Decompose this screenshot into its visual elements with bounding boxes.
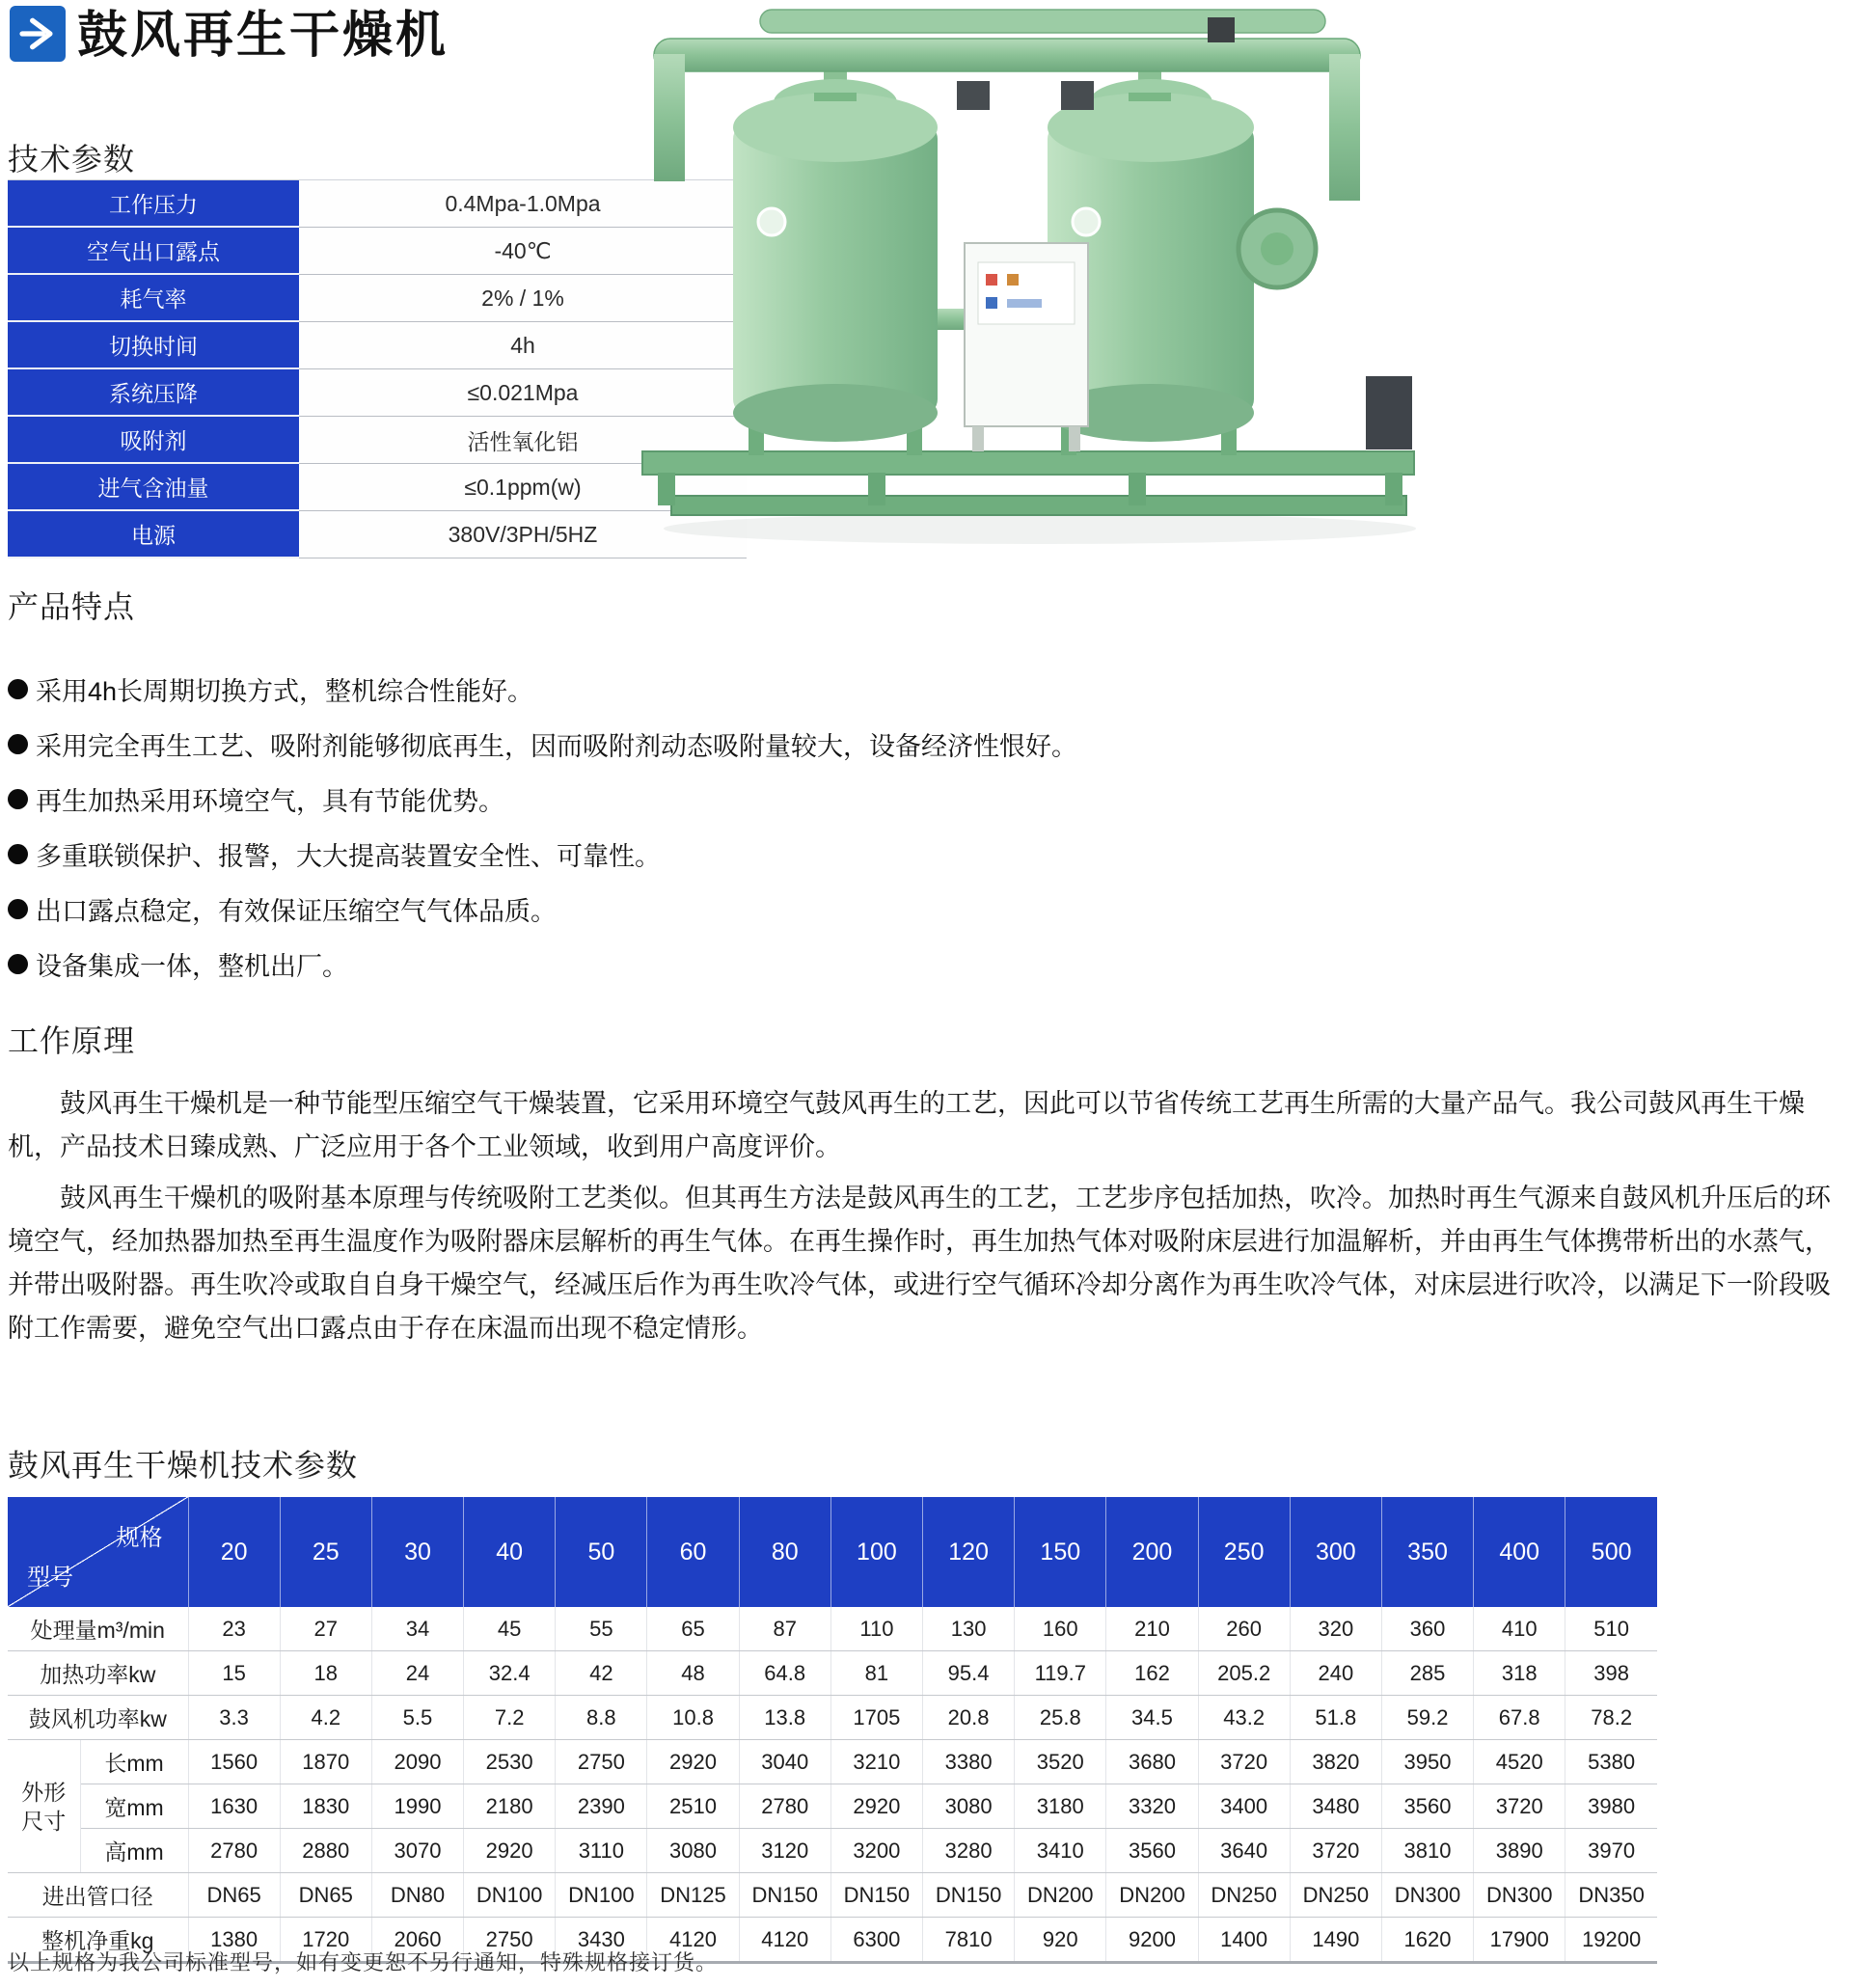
spec-value-cell: 2750 (464, 1918, 556, 1963)
spec-value-cell: 3040 (739, 1740, 830, 1784)
spec-value-cell: 2920 (464, 1829, 556, 1873)
spec-value-cell: 3720 (1474, 1784, 1565, 1829)
spec-value-cell: 34.5 (1106, 1696, 1198, 1740)
spec-value-cell: 210 (1106, 1607, 1198, 1651)
spec-value-cell: 3520 (1015, 1740, 1106, 1784)
spec-table (8, 1497, 1657, 1964)
features-heading: 产品特点 (8, 589, 136, 624)
spec-column-header: 50 (556, 1497, 647, 1607)
feature-item (8, 827, 1358, 882)
tech-param-value: 4h (299, 322, 747, 369)
tech-param-label: 系统压降 (8, 369, 299, 417)
spec-corner-bottom-label: 型号 (27, 1565, 73, 1591)
page-title: 鼓风再生干燥机 (77, 8, 449, 64)
tech-param-label: 耗气率 (8, 275, 299, 322)
spec-row (8, 1607, 1657, 1651)
tech-param-label: 吸附剂 (8, 417, 299, 464)
spec-value-cell: 3810 (1381, 1829, 1473, 1873)
spec-value-cell: 78.2 (1565, 1696, 1657, 1740)
spec-value-cell: 119.7 (1015, 1651, 1106, 1696)
spec-value-cell: 160 (1015, 1607, 1106, 1651)
spec-value-cell: 55 (556, 1607, 647, 1651)
bullet-icon (8, 899, 28, 919)
spec-value-cell: 3200 (830, 1829, 922, 1873)
spec-value-cell: 3110 (556, 1829, 647, 1873)
spec-column-header: 250 (1198, 1497, 1290, 1607)
spec-value-cell: 285 (1381, 1651, 1473, 1696)
spec-value-cell: 2780 (739, 1784, 830, 1829)
spec-row-group-label: 外形尺寸 (8, 1740, 80, 1873)
left-tank (733, 60, 938, 455)
spec-value-cell: 3380 (923, 1740, 1015, 1784)
bullet-icon (8, 789, 28, 809)
spec-row-label: 高mm (80, 1829, 188, 1873)
spec-value-cell: 318 (1474, 1651, 1565, 1696)
spec-column-header: 200 (1106, 1497, 1198, 1607)
spec-value-cell: 3890 (1474, 1829, 1565, 1873)
spec-value-cell: 87 (739, 1607, 830, 1651)
spec-value-cell: 64.8 (739, 1651, 830, 1696)
spec-value-cell: 6300 (830, 1918, 922, 1963)
features-list (8, 662, 1358, 992)
spec-value-cell: 3970 (1565, 1829, 1657, 1873)
spec-value-cell: 3720 (1290, 1829, 1381, 1873)
spec-value-cell: 3430 (556, 1918, 647, 1963)
spec-value-cell: 7.2 (464, 1696, 556, 1740)
spec-value-cell: 7810 (923, 1918, 1015, 1963)
spec-value-cell: 3980 (1565, 1784, 1657, 1829)
tech-param-label: 电源 (8, 511, 299, 558)
spec-value-cell: 1380 (188, 1918, 280, 1963)
spec-value-cell: 360 (1381, 1607, 1473, 1651)
spec-value-cell: 81 (830, 1651, 922, 1696)
spec-value-cell: DN350 (1565, 1873, 1657, 1918)
spec-value-cell: 17900 (1474, 1918, 1565, 1963)
spec-value-cell: 95.4 (923, 1651, 1015, 1696)
feature-item (8, 882, 1358, 937)
spec-value-cell: 5.5 (371, 1696, 463, 1740)
bullet-icon (8, 844, 28, 864)
spec-row-label: 长mm (80, 1740, 188, 1784)
control-cabinet (965, 243, 1088, 451)
feature-item (8, 717, 1358, 772)
spec-value-cell: 3410 (1015, 1829, 1106, 1873)
feature-text: 多重联锁保护、报警，大大提高装置安全性、可靠性。 (36, 842, 661, 871)
base-frame (642, 451, 1416, 544)
feature-text: 采用完全再生工艺、吸附剂能够彻底再生，因而吸附剂动态吸附量较大，设备经济性恨好。 (36, 732, 1077, 761)
spec-value-cell: 43.2 (1198, 1696, 1290, 1740)
spec-value-cell: DN200 (1106, 1873, 1198, 1918)
spec-value-cell: 410 (1474, 1607, 1565, 1651)
spec-value-cell: 2920 (647, 1740, 739, 1784)
spec-column-header: 60 (647, 1497, 739, 1607)
spec-value-cell: 3560 (1381, 1784, 1473, 1829)
product-photo (625, 0, 1440, 561)
spec-value-cell: 5380 (1565, 1740, 1657, 1784)
spec-value-cell: DN65 (280, 1873, 371, 1918)
spec-value-cell: 3950 (1381, 1740, 1473, 1784)
spec-value-cell: 260 (1198, 1607, 1290, 1651)
spec-row-label: 整机净重kg (8, 1918, 188, 1963)
spec-row-label: 宽mm (80, 1784, 188, 1829)
spec-value-cell: 2390 (556, 1784, 647, 1829)
spec-value-cell: 240 (1290, 1651, 1381, 1696)
spec-value-cell: 162 (1106, 1651, 1198, 1696)
spec-value-cell: 2060 (371, 1918, 463, 1963)
spec-value-cell: DN300 (1381, 1873, 1473, 1918)
spec-value-cell: DN150 (830, 1873, 922, 1918)
feature-text: 采用4h长周期切换方式，整机综合性能好。 (36, 677, 534, 706)
footnote: 以上规格为我公司标准型号，如有变更恕不另行通知，特殊规格接订货。 (8, 1950, 719, 1974)
principle-heading: 工作原理 (8, 1023, 136, 1058)
spec-value-cell: 15 (188, 1651, 280, 1696)
spec-value-cell: 2920 (830, 1784, 922, 1829)
spec-value-cell: 2530 (464, 1740, 556, 1784)
spec-value-cell: 10.8 (647, 1696, 739, 1740)
feature-text: 设备集成一体，整机出厂。 (36, 952, 348, 981)
spec-value-cell: 3820 (1290, 1740, 1381, 1784)
spec-table-body (8, 1607, 1657, 1963)
spec-value-cell: 4520 (1474, 1740, 1565, 1784)
spec-column-header: 400 (1474, 1497, 1565, 1607)
spec-value-cell: 2510 (647, 1784, 739, 1829)
spec-column-header: 150 (1015, 1497, 1106, 1607)
spec-column-header: 30 (371, 1497, 463, 1607)
feature-item (8, 662, 1358, 717)
spec-value-cell: 3680 (1106, 1740, 1198, 1784)
spec-value-cell: DN150 (739, 1873, 830, 1918)
tech-params-heading: 技术参数 (8, 142, 136, 177)
spec-value-cell: 3210 (830, 1740, 922, 1784)
spec-value-cell: 34 (371, 1607, 463, 1651)
spec-row (8, 1829, 1657, 1873)
spec-value-cell: DN200 (1015, 1873, 1106, 1918)
principle-paragraphs (8, 1082, 1842, 1358)
spec-value-cell: 1560 (188, 1740, 280, 1784)
spec-value-cell: 65 (647, 1607, 739, 1651)
spec-column-header: 20 (188, 1497, 280, 1607)
spec-column-header: 40 (464, 1497, 556, 1607)
spec-value-cell: 1630 (188, 1784, 280, 1829)
spec-value-cell: 9200 (1106, 1918, 1198, 1963)
motor-block (1366, 376, 1412, 449)
spec-value-cell: 3.3 (188, 1696, 280, 1740)
tech-param-value: -40℃ (299, 228, 747, 275)
spec-row (8, 1696, 1657, 1740)
tech-param-label: 进气含油量 (8, 464, 299, 511)
spec-value-cell: 2880 (280, 1829, 371, 1873)
spec-value-cell: 3400 (1198, 1784, 1290, 1829)
spec-column-header: 120 (923, 1497, 1015, 1607)
spec-value-cell: 59.2 (1381, 1696, 1473, 1740)
spec-value-cell: 4.2 (280, 1696, 371, 1740)
spec-value-cell: DN300 (1474, 1873, 1565, 1918)
spec-value-cell: 320 (1290, 1607, 1381, 1651)
spec-value-cell: 3070 (371, 1829, 463, 1873)
spec-value-cell: 4120 (647, 1918, 739, 1963)
bullet-icon (8, 679, 28, 699)
spec-value-cell: 1870 (280, 1740, 371, 1784)
spec-value-cell: 398 (1565, 1651, 1657, 1696)
spec-column-header: 25 (280, 1497, 371, 1607)
spec-value-cell: 130 (923, 1607, 1015, 1651)
spec-value-cell: 920 (1015, 1918, 1106, 1963)
spec-value-cell: 27 (280, 1607, 371, 1651)
tech-param-value: 2% / 1% (299, 275, 747, 322)
spec-value-cell: 2180 (464, 1784, 556, 1829)
spec-value-cell: 3320 (1106, 1784, 1198, 1829)
tech-param-value: 380V/3PH/5HZ (299, 511, 747, 558)
spec-value-cell: 4120 (739, 1918, 830, 1963)
spec-column-header: 350 (1381, 1497, 1473, 1607)
spec-value-cell: 45 (464, 1607, 556, 1651)
spec-value-cell: 205.2 (1198, 1651, 1290, 1696)
tech-param-label: 空气出口露点 (8, 228, 299, 275)
spec-column-header: 300 (1290, 1497, 1381, 1607)
spec-value-cell: 3280 (923, 1829, 1015, 1873)
spec-value-cell: 2780 (188, 1829, 280, 1873)
spec-column-header: 80 (739, 1497, 830, 1607)
spec-value-cell: 13.8 (739, 1696, 830, 1740)
spec-value-cell: DN125 (647, 1873, 739, 1918)
spec-value-cell: DN250 (1290, 1873, 1381, 1918)
spec-value-cell: 1490 (1290, 1918, 1381, 1963)
spec-value-cell: 3080 (647, 1829, 739, 1873)
spec-value-cell: 1400 (1198, 1918, 1290, 1963)
spec-value-cell: 1620 (1381, 1918, 1473, 1963)
spec-corner-cell (8, 1497, 188, 1607)
spec-corner-top-label: 规格 (116, 1525, 163, 1551)
spec-row (8, 1740, 1657, 1784)
spec-value-cell: DN100 (556, 1873, 647, 1918)
spec-row (8, 1784, 1657, 1829)
spec-row (8, 1651, 1657, 1696)
spec-value-cell: 19200 (1565, 1918, 1657, 1963)
spec-value-cell: 3080 (923, 1784, 1015, 1829)
spec-value-cell: 1705 (830, 1696, 922, 1740)
feature-text: 出口露点稳定，有效保证压缩空气气体品质。 (36, 897, 557, 926)
feature-item (8, 772, 1358, 827)
spec-value-cell: DN65 (188, 1873, 280, 1918)
spec-value-cell: 48 (647, 1651, 739, 1696)
spec-value-cell: 42 (556, 1651, 647, 1696)
feature-text: 再生加热采用环境空气，具有节能优势。 (36, 787, 504, 816)
spec-table-heading: 鼓风再生干燥机技术参数 (8, 1448, 359, 1483)
tech-param-label: 工作压力 (8, 180, 299, 228)
spec-value-cell: 20.8 (923, 1696, 1015, 1740)
spec-row-label: 加热功率kw (8, 1651, 188, 1696)
spec-table-header-row (8, 1497, 1657, 1607)
spec-value-cell: 8.8 (556, 1696, 647, 1740)
spec-row-label: 鼓风机功率kw (8, 1696, 188, 1740)
tech-param-value: 活性氧化铝 (299, 417, 747, 464)
principle-paragraph: 鼓风再生干燥机的吸附基本原理与传统吸附工艺类似。但其再生方法是鼓风再生的工艺，工艺步序包括加热，吹冷。加热时再生气源来自鼓风机升压后的环境空气，经加热器加热至再生温度作为吸附器床层解析的再生气体。在再生操作时，再生加热气体对吸附床层进行加温解析，并由再生气体携带析出的水蒸气，并带出吸附器。再生吹冷或取自自身干燥空气，经减压后作为再生吹冷气体，或进行空气循环冷却分离作为再生吹冷气体，对床层进行吹冷，以满足下一阶段吸附工作需要，避免空气出口露点由于存在床温而出现不稳定情形。 (8, 1184, 1831, 1343)
spec-row (8, 1873, 1657, 1918)
spec-value-cell: DN250 (1198, 1873, 1290, 1918)
spec-value-cell: 510 (1565, 1607, 1657, 1651)
spec-value-cell: 18 (280, 1651, 371, 1696)
spec-value-cell: DN100 (464, 1873, 556, 1918)
spec-value-cell: 3180 (1015, 1784, 1106, 1829)
spec-value-cell: 25.8 (1015, 1696, 1106, 1740)
tech-param-value: ≤0.021Mpa (299, 369, 747, 417)
spec-value-cell: 2090 (371, 1740, 463, 1784)
spec-value-cell: DN80 (371, 1873, 463, 1918)
spec-value-cell: 24 (371, 1651, 463, 1696)
spec-value-cell: 3640 (1198, 1829, 1290, 1873)
bullet-icon (8, 954, 28, 974)
arrow-icon (10, 6, 66, 62)
spec-value-cell: 3560 (1106, 1829, 1198, 1873)
tech-param-value: 0.4Mpa-1.0Mpa (299, 180, 747, 228)
spec-value-cell: DN150 (923, 1873, 1015, 1918)
spec-column-header: 500 (1565, 1497, 1657, 1607)
tech-param-label: 切换时间 (8, 322, 299, 369)
spec-value-cell: 3120 (739, 1829, 830, 1873)
spec-value-cell: 2750 (556, 1740, 647, 1784)
spec-value-cell: 110 (830, 1607, 922, 1651)
feature-item (8, 937, 1358, 992)
bullet-icon (8, 734, 28, 754)
spec-value-cell: 67.8 (1474, 1696, 1565, 1740)
spec-value-cell: 51.8 (1290, 1696, 1381, 1740)
spec-row-label: 进出管口径 (8, 1873, 188, 1918)
principle-paragraph: 鼓风再生干燥机是一种节能型压缩空气干燥装置，它采用环境空气鼓风再生的工艺，因此可以节省传统工艺再生所需的大量产品气。我公司鼓风再生干燥机，产品技术日臻成熟、广泛应用于各个工业领域，收到用户高度评价。 (8, 1089, 1805, 1161)
spec-value-cell: 3720 (1198, 1740, 1290, 1784)
spec-column-header: 100 (830, 1497, 922, 1607)
spec-row-label: 处理量m³/min (8, 1607, 188, 1651)
spec-value-cell: 23 (188, 1607, 280, 1651)
spec-value-cell: 32.4 (464, 1651, 556, 1696)
tech-param-value: ≤0.1ppm(w) (299, 464, 747, 511)
spec-value-cell: 1720 (280, 1918, 371, 1963)
spec-value-cell: 1990 (371, 1784, 463, 1829)
spec-value-cell: 1830 (280, 1784, 371, 1829)
spec-value-cell: 3480 (1290, 1784, 1381, 1829)
